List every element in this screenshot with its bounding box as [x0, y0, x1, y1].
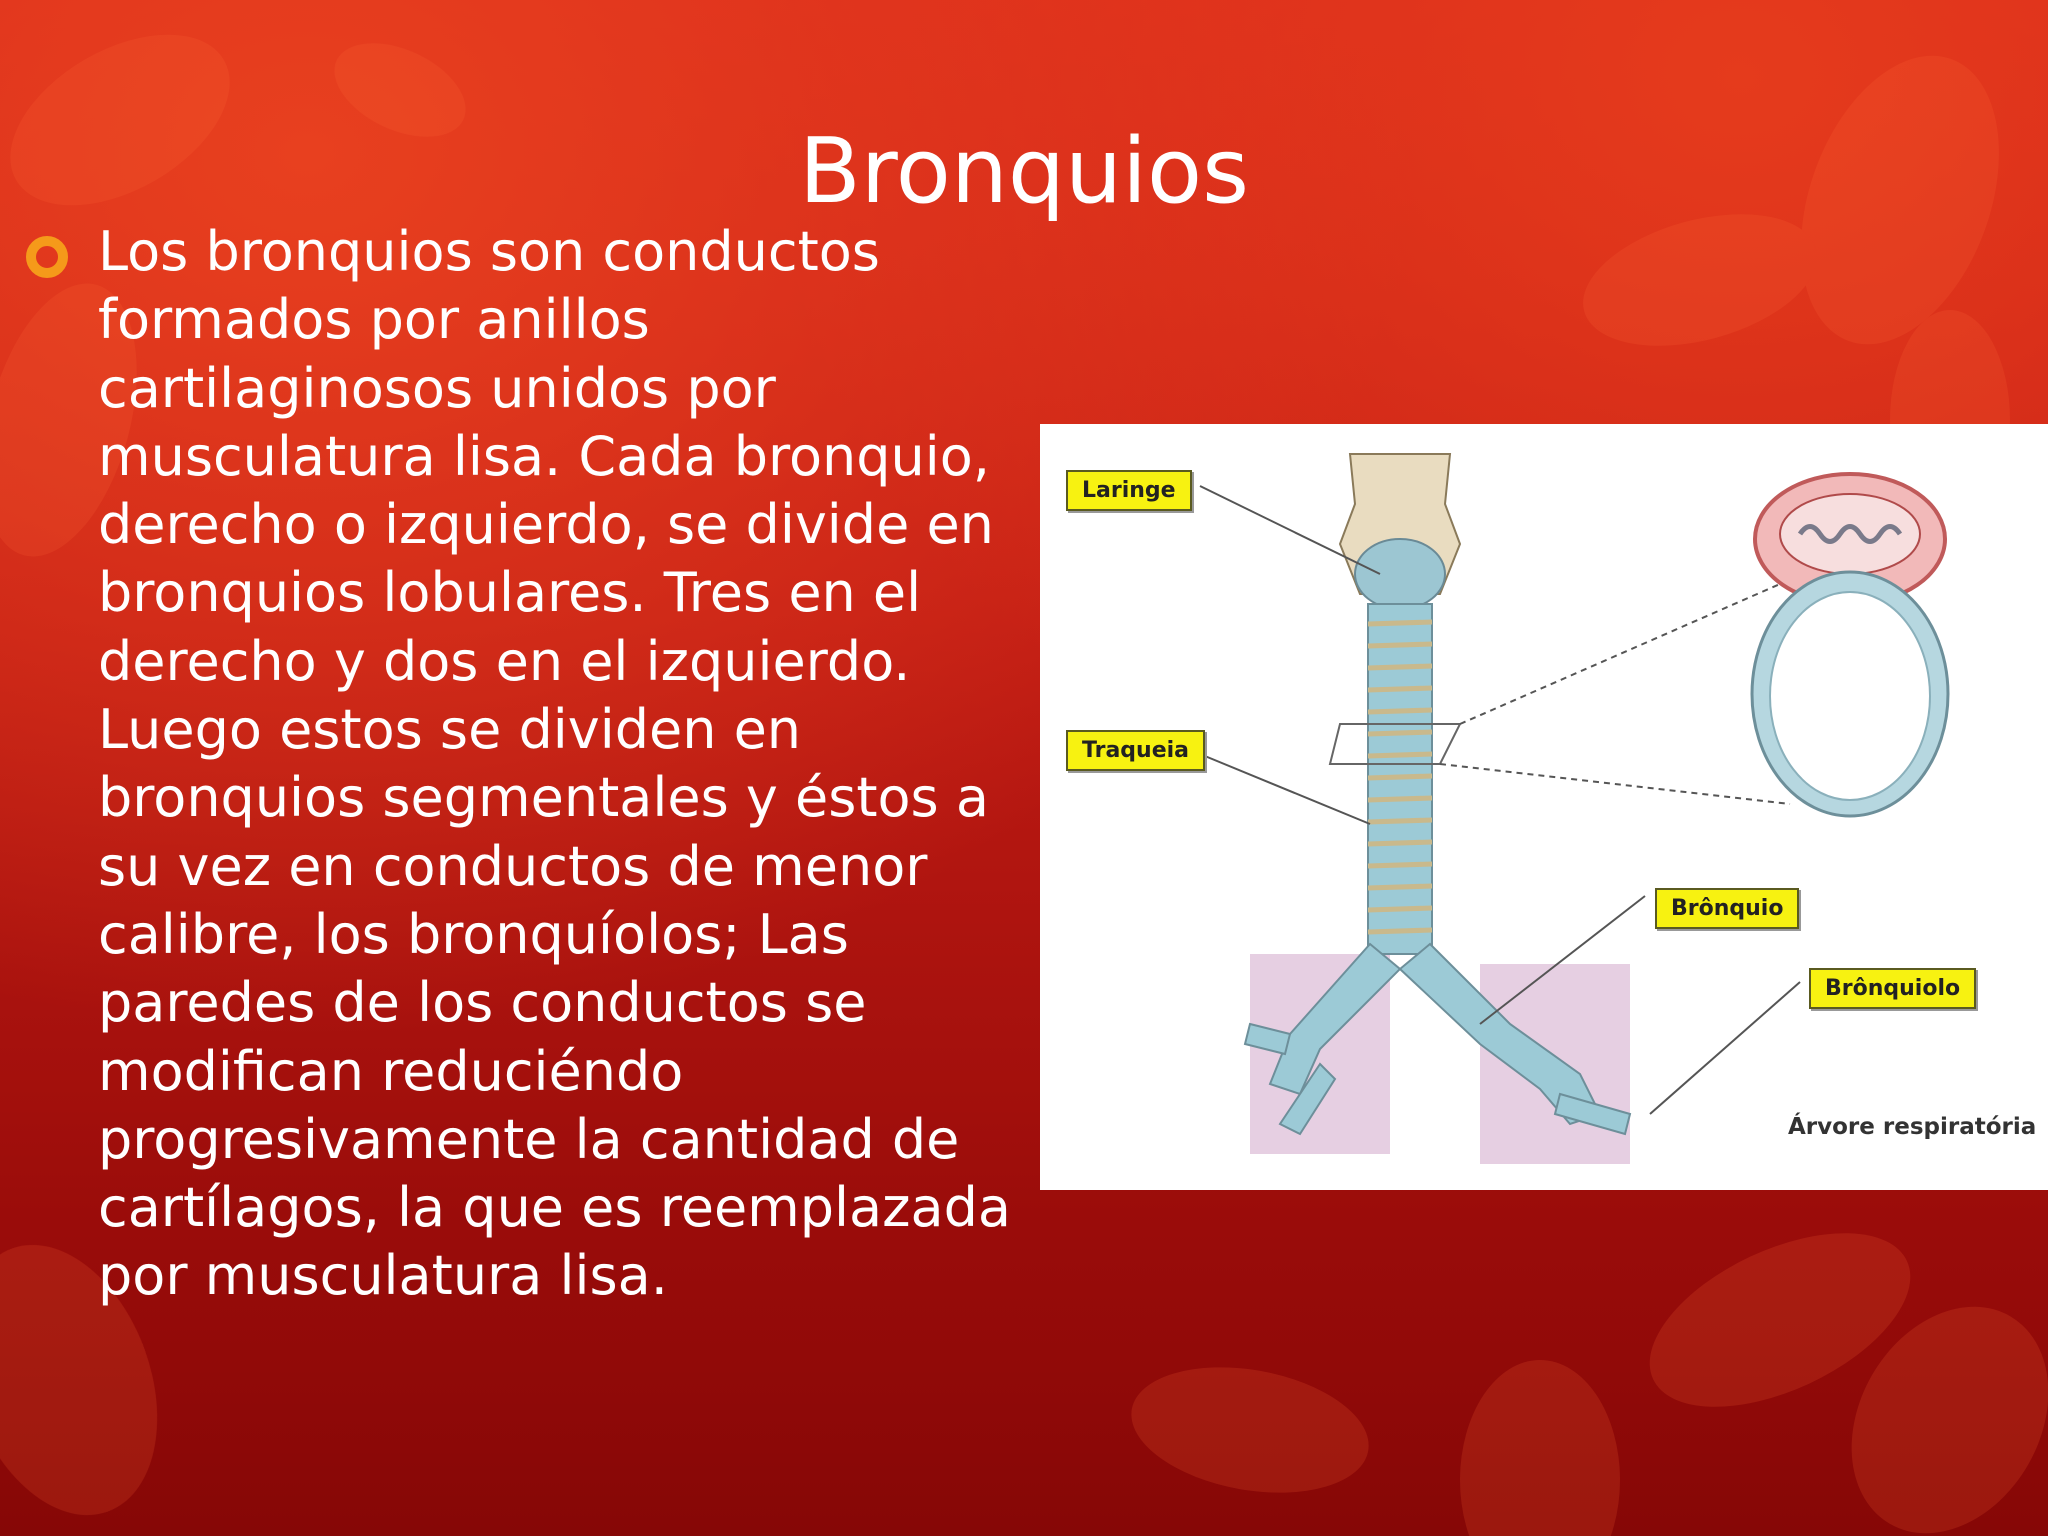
bullet-ring-icon [26, 236, 68, 278]
figure-caption: Árvore respiratória [1788, 1114, 2037, 1140]
label-traqueia: Traqueia [1066, 730, 1205, 771]
larynx-cartilage [1355, 539, 1445, 609]
respiratory-tree-figure [1040, 424, 2048, 1190]
respiratory-tree-illustration [1040, 424, 2048, 1190]
bullet-text: Los bronquios son conductos formados por anillos cartilaginosos unidos por musculatura lisa. Cada bronquio, derecho o izquierdo, se divide en bronquios lobulares. Tres en el derecho y dos en el izquierdo. Luego estos se dividen en bronquios segmentales y éstos a su vez en conductos de menor calibre, los bronquíolos; Las paredes de los conductos se modifican reduciéndo progresivamente la cantidad de cartílagos, la que es reemplazada por musculatura lisa. [98, 220, 1011, 1308]
slide-title: Bronquios [799, 119, 1249, 225]
label-laringe: Laringe [1066, 470, 1192, 511]
label-bronquiolo: Brônquiolo [1809, 968, 1976, 1009]
label-bronquio: Brônquio [1655, 888, 1799, 929]
